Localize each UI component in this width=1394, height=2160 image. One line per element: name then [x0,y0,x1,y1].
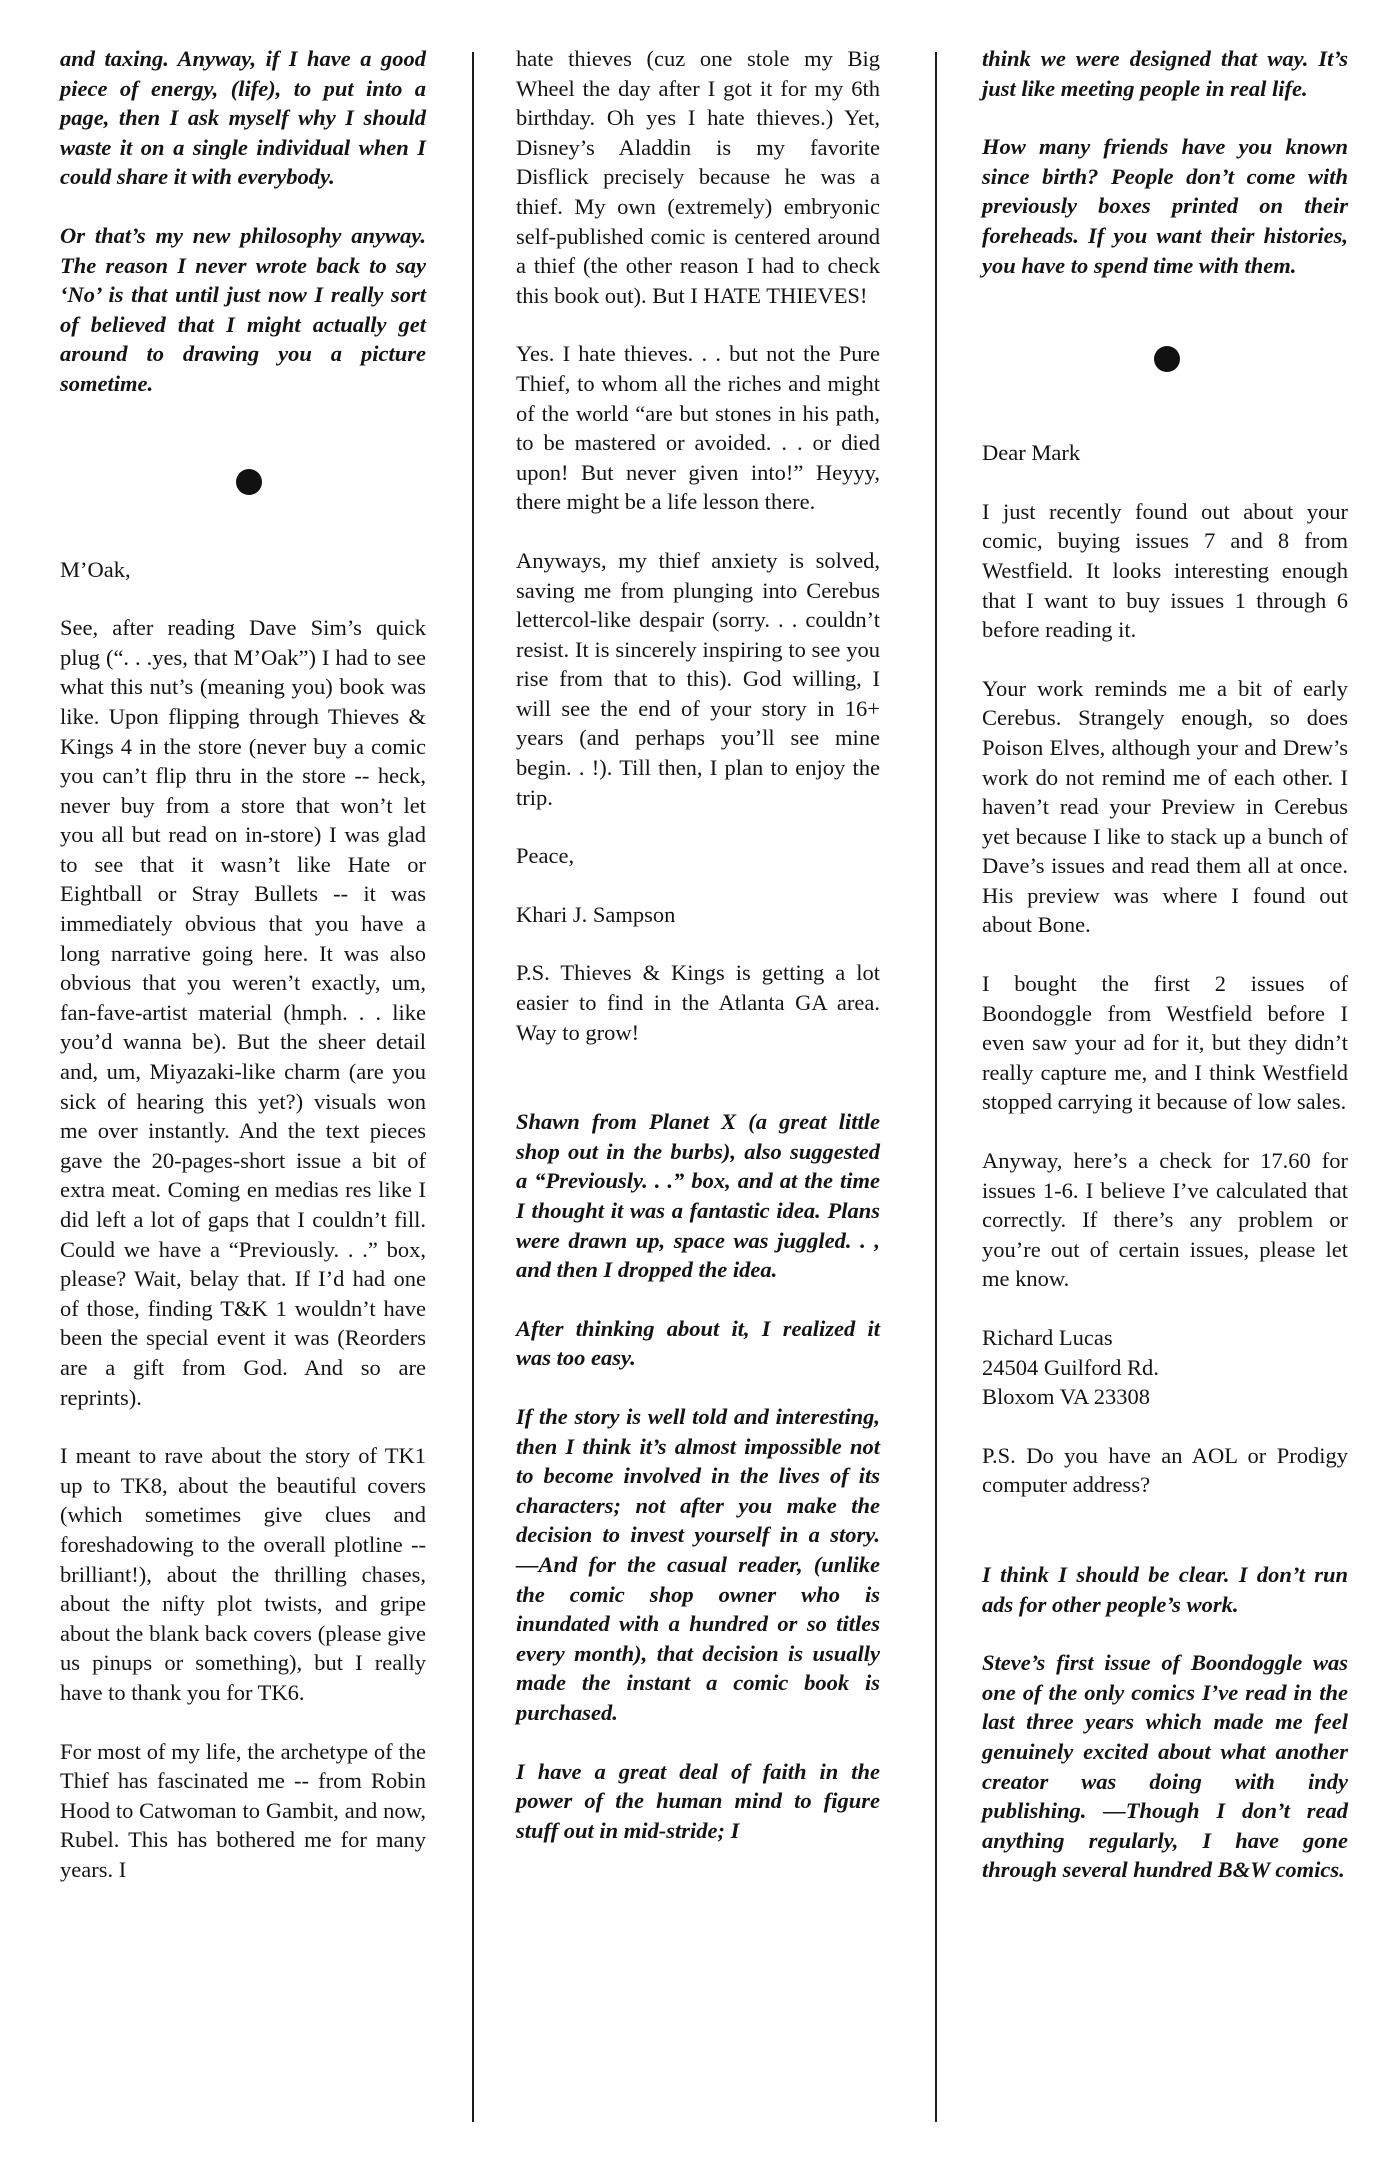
letter-paragraph: For most of my life, the archetype of the Thief has fascinated me -- from Robin Hood to Catwoman to Gambit, and now, Rubel. This has bothered me for many years. I [60,1738,426,1882]
editor-reply-paragraph: I think I should be clear. I don’t run ads for other people’s work. [982,1561,1348,1617]
letter-signature-block [982,1323,1348,1412]
letter-postscript: P.S. Thieves & Kings is getting a lot easier to find in the Atlanta GA area. Way to grow! [516,960,880,1045]
editor-reply-paragraph: How many friends have you known since birth? People don’t come with previously boxes printed on their foreheads. If you want their histories, you have to spend time with them. [982,134,1348,278]
letter-paragraph: Your work reminds me a bit of early Cerebus. Strangely enough, so does Poison Elves, although your and Drew’s work do not remind me of each other. I haven’t read your Preview in Cerebus yet because I like to stack up a bunch of Dave’s issues and read them all at once. His preview was where I found out about Bone. [982,675,1348,938]
column-1 [60,44,426,1913]
section-separator-bullet-icon [236,469,262,495]
signature-name: Richard Lucas [982,1325,1113,1350]
letter-signature: Khari J. Sampson [516,901,676,927]
signature-street: 24504 Guilford Rd. [982,1354,1159,1380]
editor-reply-paragraph: Or that’s my new philosophy anyway. The reason I never wrote back to say ‘No’ is that until just now I really sort of believed that I might actually get around to drawing you a picture sometime. [60,222,426,396]
letter-postscript: P.S. Do you have an AOL or Prodigy computer address? [982,1442,1348,1498]
letter-paragraph: Anyways, my thief anxiety is solved, saving me from plunging into Cerebus lettercol-like despair (sorry. . . couldn’t resist. It is sincerely inspiring to see you rise from that to this). God willing, I will see the end of your story in 16+ years (and perhaps you’ll see mine begin. . !). Till then, I plan to enjoy the trip. [516,547,880,810]
editor-reply-paragraph: I have a great deal of faith in the power of the human mind to figure stuff out in mid-stride; I [516,1758,880,1843]
editor-reply-paragraph: Steve’s first issue of Boondoggle was one of the only comics I’ve read in the last three years which made me feel genuinely excited about what another creator was doing with indy publishing. —Though I don’t read anything regularly, I have gone through several hundred B&W comics. [982,1650,1348,1883]
column-2 [516,44,880,1874]
editor-reply-paragraph: If the story is well told and interesting, then I think it’s almost impossible not to become involved in the lives of its characters; not after you make the decision to invest yourself in a story. —And for the casual reader, (unlike the comic shop owner who is inundated with a hundred or so titles every month), that decision is usually made the instant a comic book is purchased. [516,1403,880,1725]
letter-paragraph: I just recently found out about your comic, buying issues 7 and 8 from Westfield. It looks interesting enough that I want to buy issues 1 through 6 before reading it. [982,498,1348,643]
editor-reply-paragraph: and taxing. Anyway, if I have a good piece of energy, (life), to put into a page, then I ask myself why I should waste it on a single individual when I could share it with everybody. [60,46,426,190]
column-divider-1 [472,52,474,2122]
letter-paragraph: Yes. I hate thieves. . . but not the Pure Thief, to whom all the riches and might of the world “are but stones in his path, to be mastered or avoided. . . or died upon! But never given into!” Heyyy, there might be a life lesson there. [516,341,880,515]
column-divider-2 [935,52,937,2122]
letter-salutation: M’Oak, [60,556,131,582]
letter-salutation: Dear Mark [982,440,1081,466]
letter-paragraph: hate thieves (cuz one stole my Big Wheel the day after I got it for my 6th birthday. Oh yes I hate thieves.) Yet, Disney’s Aladdin is my favorite Disflick precisely because he was a thief. My own (extremely) embryonic self-published comic is centered around a thief (the other reason I had to check this book out). But I HATE THIEVES! [516,46,880,308]
letter-paragraph: I bought the first 2 issues of Boondoggle from Westfield before I even saw your ad for it, but they didn’t really capture me, and I think Westfield stopped carrying it because of low sales. [982,971,1348,1115]
letter-closing: Peace, [516,843,575,869]
signature-city: Bloxom VA 23308 [982,1384,1150,1410]
editor-reply-paragraph: Shawn from Planet X (a great little shop out in the burbs), also suggested a “Previously. . .” box, and at the time I thought it was a fantastic idea. Plans were drawn up, space was juggled. . , and then I dropped the idea. [516,1109,880,1283]
letter-paragraph: Anyway, here’s a check for 17.60 for issues 1-6. I believe I’ve calculated that correctly. If there’s any problem or you’re out of certain issues, please let me know. [982,1148,1348,1292]
editor-reply-paragraph: After thinking about it, I realized it was too easy. [516,1315,880,1371]
letter-paragraph: I meant to rave about the story of TK1 up to TK8, about the beautiful covers (which sometimes give clues and foreshadowing to the overall plotline -- brilliant!), about the thrilling chases, about the nifty plot twists, and gripe about the blank back covers (please give us pinups or something), but I really have to thank you for TK6. [60,1443,426,1705]
section-separator-bullet-icon [1154,346,1180,372]
letter-paragraph: See, after reading Dave Sim’s quick plug (“. . .yes, that M’Oak”) I had to see what this nut’s (meaning you) book was like. Upon flipping through Thieves & Kings 4 in the store (never buy a comic you can’t flip thru in the store -- heck, never buy from a store that won’t let you all but read on in-store) I was glad to see that it wasn’t like Hate or Eightball or Stray Bullets -- it was immediately obvious that you have a long narrative going here. It was also obvious that you weren’t exactly, um, fan-fave-artist material (hmph. . . like you’d wanna be). But the sheer detail and, um, Miyazaki-like charm (are you sick of hearing this yet?) visuals won me over instantly. And the text pieces gave the 20-pages-short issue a bit of extra meat. Coming en medias res like I did left a lot of gaps that I couldn’t fill. Could we have a “Previously. . .” box, please? Wait, belay that. If I’d had one of those, finding T&K 1 wouldn’t have been the special event it was (Reorders are a gift from God. And so are reprints). [60,615,426,1410]
editor-reply-paragraph: think we were designed that way. It’s just like meeting people in real life. [982,46,1348,101]
column-3 [982,44,1348,1914]
